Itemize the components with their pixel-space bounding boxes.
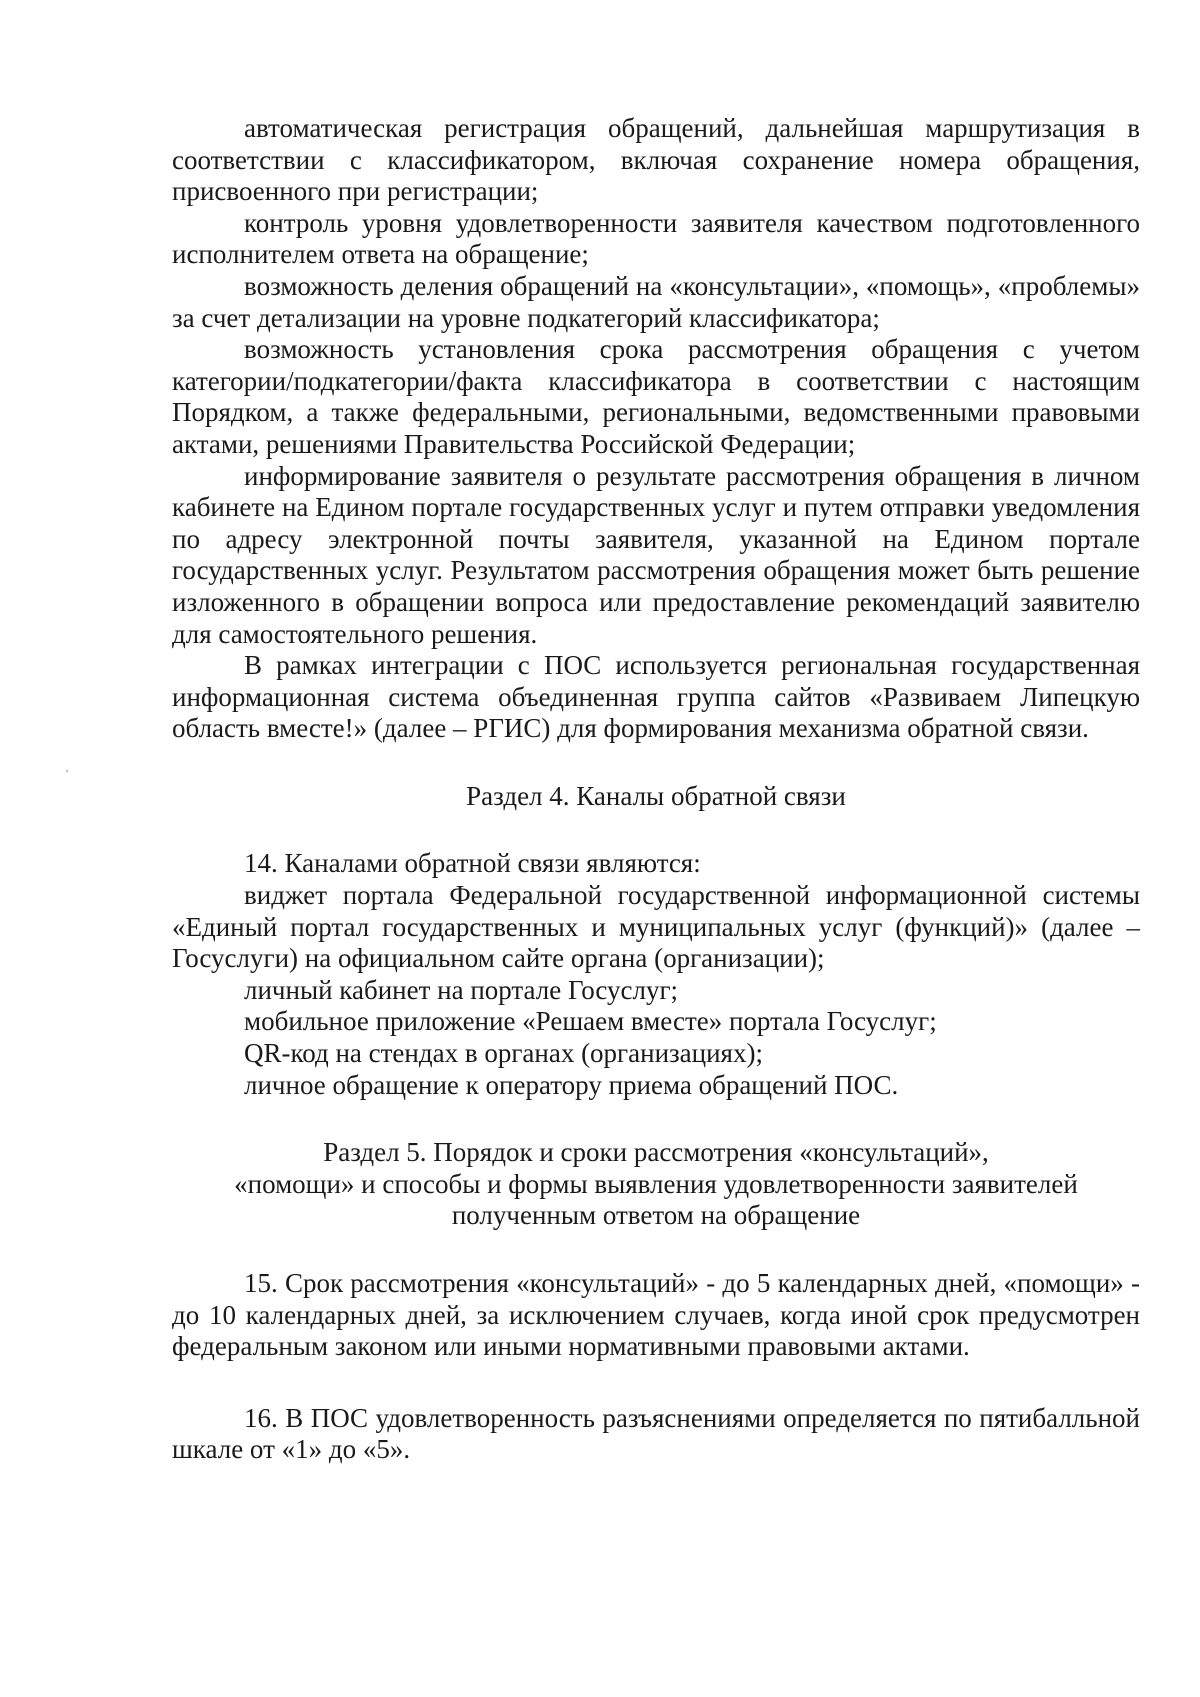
- section5-heading-line2: «помощи» и способы и формы выявления удовлетворенности заявителей: [234, 1168, 1078, 1199]
- scan-artifact: [66, 770, 68, 772]
- channel-item-personal-account: личный кабинет на портале Госуслуг;: [244, 974, 679, 1005]
- section4-heading: Раздел 4. Каналы обратной связи: [466, 780, 846, 811]
- channel-item-widget: виджет портала Федеральной государственной информационной системы «Единый портал государственных и муниципальных услуг (функций)» (далее – Госуслуги) на официальном сайте органа (организации);: [172, 880, 1140, 974]
- channel-item-personal-visit: личное обращение к оператору приема обращений ПОС.: [244, 1069, 899, 1100]
- list-item-deadline-setting: возможность установления срока рассмотрения обращения с учетом категории/подкатегории/факта классификатора в соответствии с настоящим Порядком, а также федеральными, региональными, ведомственными правовыми актами, решениями Правительства Российской Федерации;: [172, 334, 1140, 459]
- section5-heading-line3: полученным ответом на обращение: [451, 1200, 861, 1231]
- paragraph-15-deadlines: 15. Срок рассмотрения «консультаций» - до 5 календарных дней, «помощи» - до 10 календарных дней, за исключением случаев, когда иной срок предусмотрен федеральным законом или иными нормативными правовыми актами.: [172, 1268, 1140, 1362]
- document-page: [172, 113, 1140, 1466]
- paragraph-rgis-integration: В рамках интеграции с ПОС используется региональная государственная информационная система объединенная группа сайтов «Развиваем Липецкую область вместе!» (далее – РГИС) для формирования механизма обратной связи.: [172, 650, 1140, 744]
- section3-continuation: [172, 113, 1140, 745]
- channel-item-qr-code: QR-код на стендах в органах (организациях);: [244, 1038, 763, 1069]
- section5-heading: [172, 1137, 1140, 1232]
- list-item-auto-registration: автоматическая регистрация обращений, дальнейшая маршрутизация в соответствии с классификатором, включая сохранение номера обращения, присвоенного при регистрации;: [172, 113, 1140, 207]
- paragraph-14-intro: 14. Каналами обратной связи являются:: [244, 848, 701, 879]
- list-item-division-of-requests: возможность деления обращений на «консультации», «помощь», «проблемы» за счет детализации на уровне подкатегорий классификатора;: [172, 270, 1140, 333]
- section4-body: [172, 848, 1140, 1101]
- channel-item-mobile-app: мобильное приложение «Решаем вместе» портала Госуслуг;: [244, 1006, 937, 1037]
- paragraph-16-rating-scale: 16. В ПОС удовлетворенность разъяснениями определяется по пятибалльной шкале от «1» до «5».: [172, 1402, 1140, 1465]
- section5-heading-line1: Раздел 5. Порядок и сроки рассмотрения «консультаций»,: [323, 1137, 989, 1168]
- list-item-satisfaction-control: контроль уровня удовлетворенности заявителя качеством подготовленного исполнителем ответа на обращение;: [172, 207, 1140, 270]
- list-item-informing-applicant: информирование заявителя о результате рассмотрения обращения в личном кабинете на Едином портале государственных услуг и путем отправки уведомления по адресу электронной почты заявителя, указанной на Едином портале государственных услуг. Результатом рассмотрения обращения может быть решение изложенного в обращении вопроса или предоставление рекомендаций заявителю для самостоятельного решения.: [172, 460, 1140, 649]
